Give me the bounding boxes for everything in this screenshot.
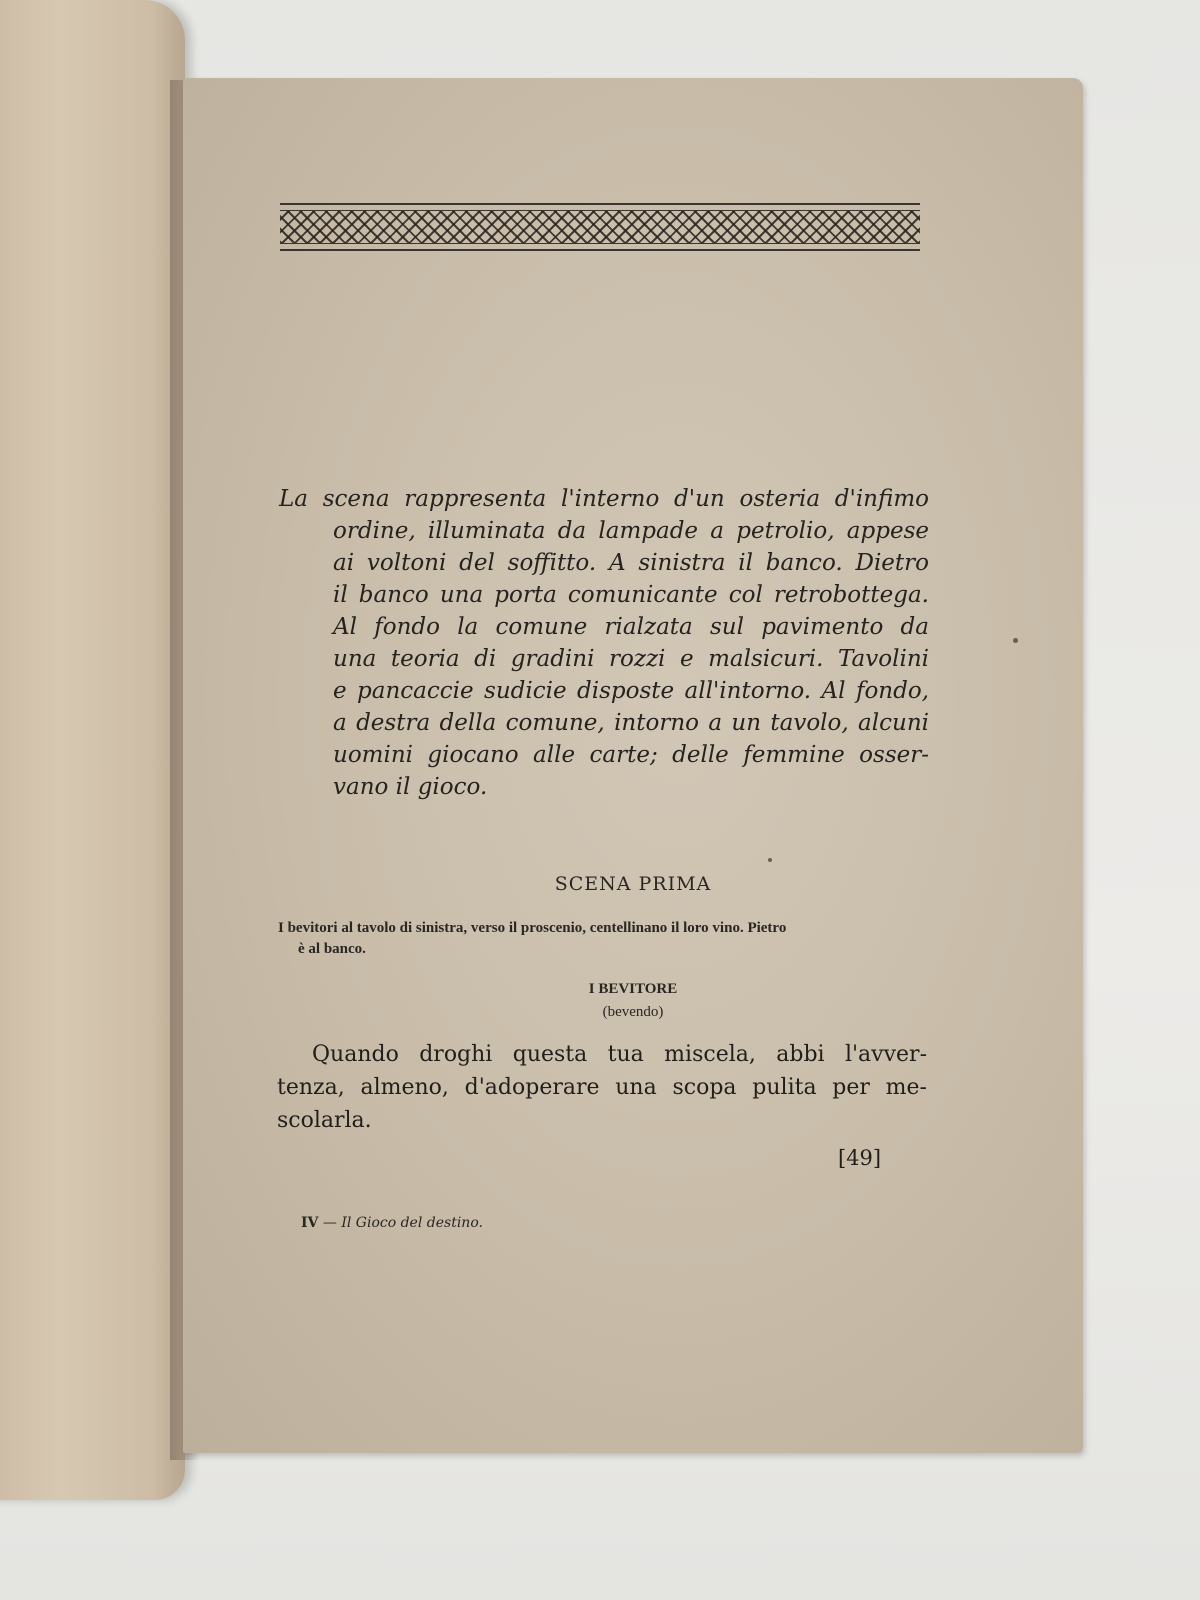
dialogue-line: tenza, almeno, d'adoperare una scopa pulita per me- bbox=[277, 1075, 927, 1100]
book-page bbox=[183, 78, 1083, 1453]
stage-line: a destra della comune, intorno a un tavolo, alcuni bbox=[333, 710, 929, 736]
stage-line: Al fondo la comune rialzata sul pavimento da bbox=[333, 614, 929, 640]
ornament-pattern bbox=[280, 210, 920, 244]
stage-line: vano il gioco. bbox=[333, 774, 488, 800]
speaker-name: I BEVITORE bbox=[588, 981, 678, 997]
stage-line: una teoria di gradini rozzi e malsicuri. Tavolini bbox=[333, 646, 929, 672]
dialogue bbox=[277, 1038, 927, 1137]
dialogue-line: Quando droghi questa tua miscela, abbi l'avver- bbox=[312, 1042, 927, 1067]
decorative-border-ornament bbox=[280, 203, 920, 251]
stage-line: il banco una porta comunicante col retrobottega. bbox=[333, 582, 929, 608]
speaker-direction: (bevendo) bbox=[602, 1004, 664, 1020]
left-page bbox=[0, 0, 185, 1500]
paper-speck bbox=[1013, 638, 1018, 643]
stage-line: La scena rappresenta l'interno d'un osteria d'infimo bbox=[279, 486, 929, 512]
stage-line: ai voltoni del soffitto. A sinistra il banco. Dietro bbox=[333, 550, 929, 576]
signature-title: Il Gioco del destino. bbox=[341, 1215, 483, 1231]
scene-title: SCENA PRIMA bbox=[554, 873, 712, 895]
signature-number: IV bbox=[301, 1215, 319, 1231]
scene-note-line: I bevitori al tavolo di sinistra, verso il proscenio, centellinano il loro vino. Pietro bbox=[278, 920, 787, 936]
signature-separator: — bbox=[322, 1215, 337, 1231]
stage-direction bbox=[279, 483, 929, 803]
stage-line: e pancaccie sudicie disposte all'intorno. Al fondo, bbox=[333, 678, 929, 704]
scene-note-line: è al banco. bbox=[298, 941, 366, 957]
dialogue-line: scolarla. bbox=[277, 1108, 372, 1133]
stage-line: uomini giocano alle carte; delle femmine osser- bbox=[333, 742, 929, 768]
page-number: [49] bbox=[838, 1146, 882, 1170]
signature-mark bbox=[301, 1215, 483, 1231]
scene-note bbox=[278, 918, 928, 960]
paper-speck bbox=[768, 858, 772, 862]
stage-line: ordine, illuminata da lampade a petrolio, appese bbox=[333, 518, 929, 544]
